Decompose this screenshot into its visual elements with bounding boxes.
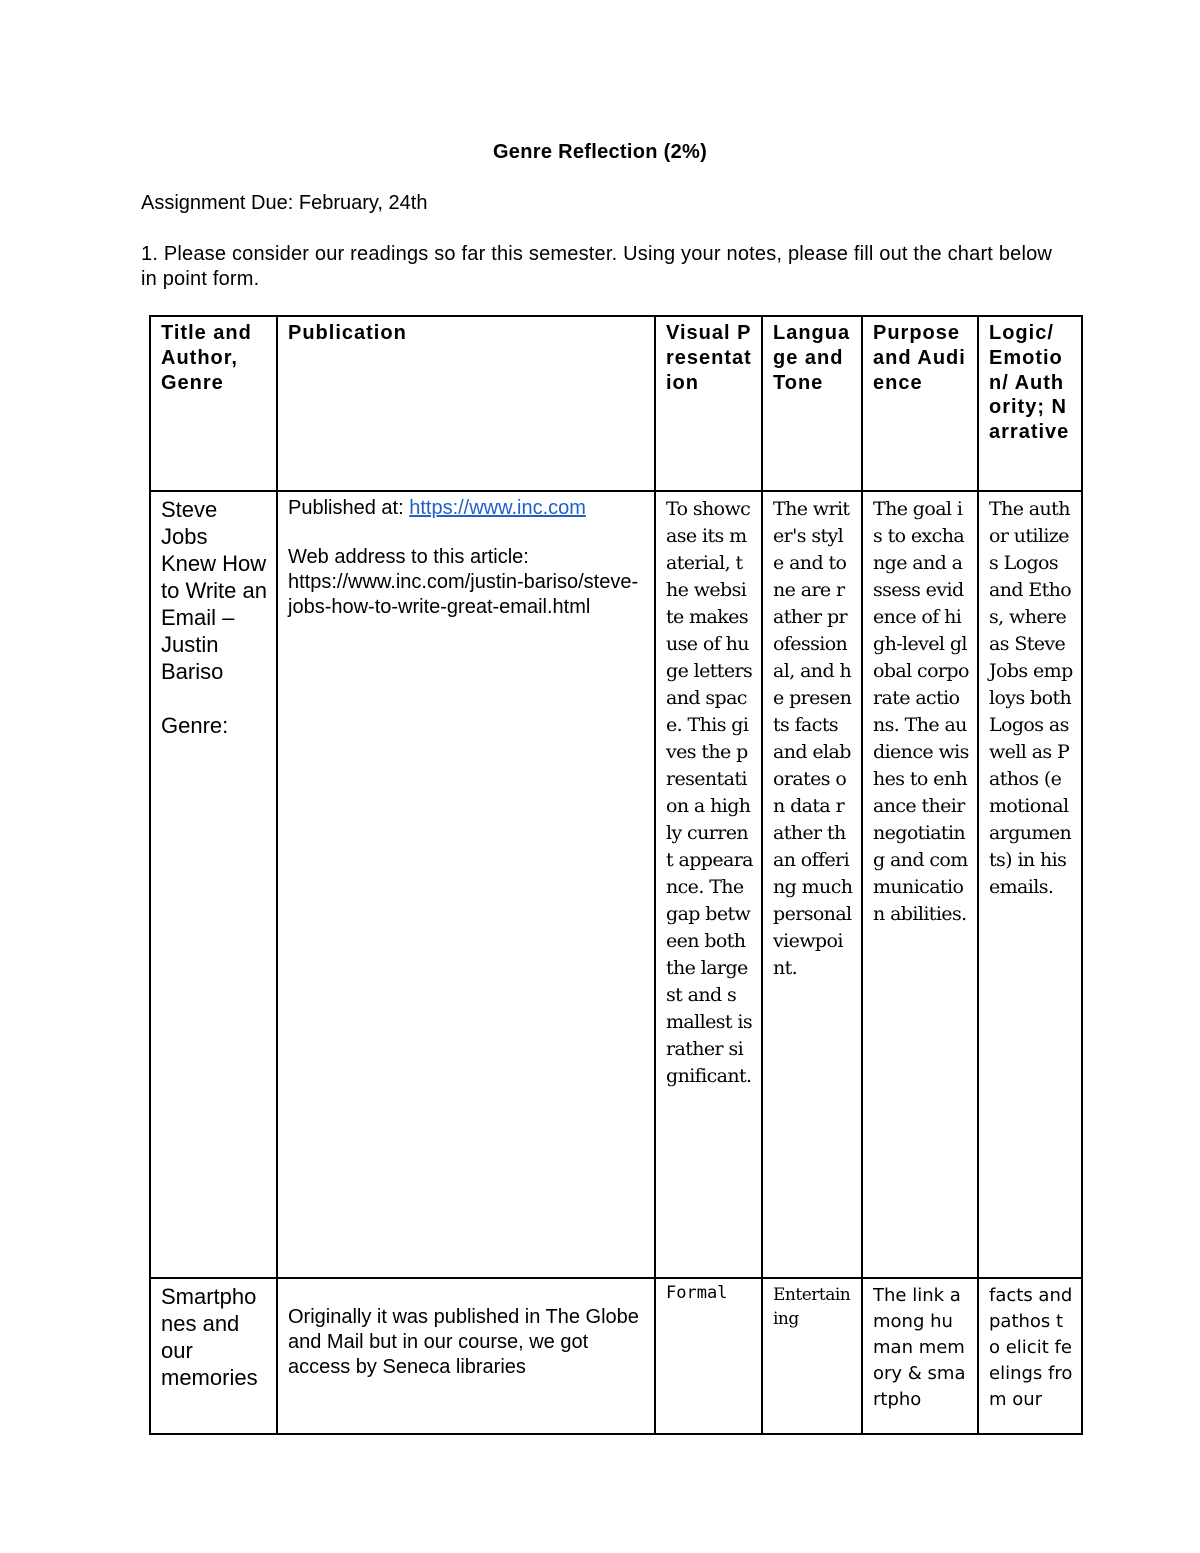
header-publication: Publication — [277, 316, 655, 491]
row1-logic: The author utilizes Logos and Ethos, whereas Steve Jobs employs both Logos as well as Pathos (emotional arguments) in his emails. — [978, 491, 1082, 1278]
row1-language: The writer's style and tone are rather professional, and he presents facts and elaborates on data rather than offering much personal viewpoint. — [762, 491, 862, 1278]
row2-publication: Originally it was published in The Globe and Mail but in our course, we got access by Seneca libraries — [277, 1278, 655, 1434]
row1-genre: Genre: — [161, 713, 229, 738]
row1-title: Steve Jobs Knew How to Write an Email – Justin Bariso — [161, 497, 267, 684]
table-row — [150, 1278, 1082, 1434]
header-purpose-audience: Purpose and Audience — [862, 316, 978, 491]
header-visual-presentation: Visual Presentation — [655, 316, 762, 491]
header-language-tone: Language and Tone — [762, 316, 862, 491]
row2-purpose: The link among human memory & smartpho — [862, 1278, 978, 1434]
due-date: Assignment Due: February, 24th — [141, 192, 428, 214]
row2-title: Smartphones and our memories — [150, 1278, 277, 1434]
header-title-author-genre: Title and Author, Genre — [150, 316, 277, 491]
genre-chart-table — [149, 315, 1083, 1435]
published-at-label: Published at: — [288, 497, 410, 519]
table-header-row — [150, 316, 1082, 491]
row1-purpose: The goal is to exchange and assess evidence of high-level global corporate actions. The audience wishes to enhance their negotiating and communication abilities. — [862, 491, 978, 1278]
row2-visual: Formal — [655, 1278, 762, 1434]
inc-link[interactable]: https://www.inc.com — [409, 497, 586, 519]
row2-logic: facts and pathos to elicit feelings from our — [978, 1278, 1082, 1434]
web-address-label: Web address to this article: — [288, 546, 529, 568]
page-title: Genre Reflection (2%) — [492, 141, 708, 163]
header-logic-emotion-authority: Logic/ Emotion/ Authority; Narrative — [978, 316, 1082, 491]
row1-publication-cell — [277, 491, 655, 1278]
web-address: https://www.inc.com/justin-bariso/steve-jobs-how-to-write-great-email.html — [288, 571, 639, 618]
row1-visual: To showcase its material, the website makes use of huge letters and space. This gives the presentation a highly current appearance. The gap between both the largest and smallest is rather significant. — [655, 491, 762, 1278]
row1-title-cell — [150, 491, 277, 1278]
row2-language: Entertaining — [762, 1278, 862, 1434]
instruction-text: 1. Please consider our readings so far this semester. Using your notes, please fill out the chart below in point form. — [141, 243, 1053, 290]
table-row — [150, 491, 1082, 1278]
